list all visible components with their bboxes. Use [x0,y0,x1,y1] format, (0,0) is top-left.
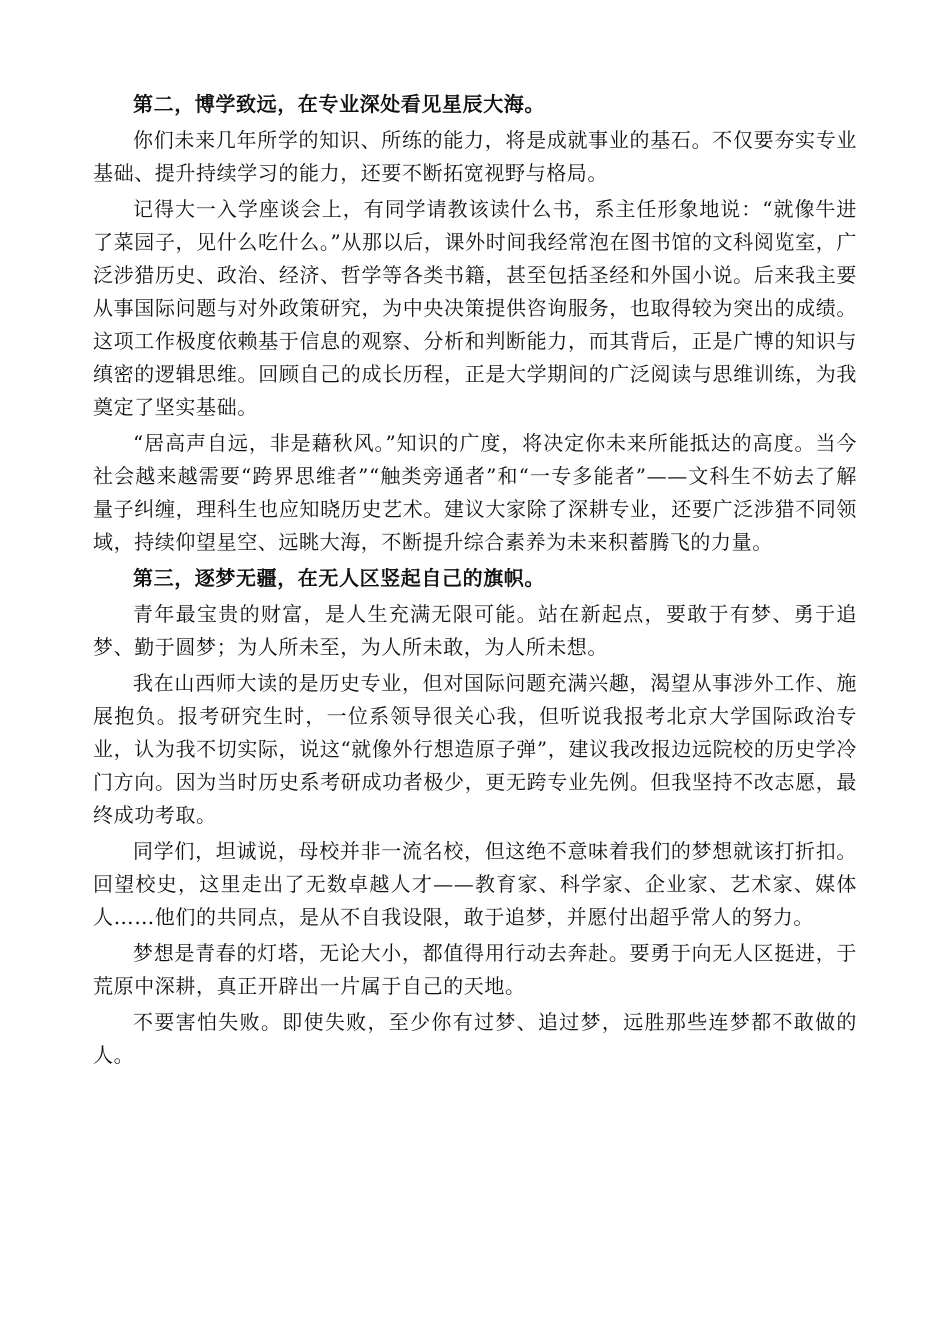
paragraph: 不要害怕失败。即使失败，至少你有过梦、追过梦，远胜那些连梦都不敢做的人。 [93,1010,857,1067]
section-heading-two: 第二，博学致远，在专业深处看见星辰大海。 [133,92,545,116]
paragraph: “居高声自远，非是藉秋风。”知识的广度，将决定你未来所能抵达的高度。当今社会越来越需要“跨界思维者”“触类旁通者”和“一专多能者”——文科生不妨去了解量子纠缠，理科生也应知晓历史艺术。建议大家除了深耕专业，还要广泛涉猎不同领域，持续仰望星空、远眺大海，不断提升综合素养为未来积蓄腾飞的力量。 [93,431,857,554]
paragraph: 记得大一入学座谈会上，有同学请教该读什么书，系主任形象地说：“就像牛进了菜园子，见什么吃什么。”从那以后，课外时间我经常泡在图书馆的文科阅览室，广泛涉猎历史、政治、经济、哲学等各类书籍，甚至包括圣经和外国小说。后来我主要从事国际问题与对外政策研究，为中央决策提供咨询服务，也取得较为突出的成绩。这项工作极度依赖基于信息的观察、分析和判断能力，而其背后，正是广博的知识与缜密的逻辑思维。回顾自己的成长历程，正是大学期间的广泛阅读与思维训练，为我奠定了坚实基础。 [93,197,857,419]
paragraph: 青年最宝贵的财富，是人生充满无限可能。站在新起点，要敢于有梦、勇于追梦、勤于圆梦；为人所未至，为人所未敢，为人所未想。 [93,602,857,659]
paragraph: 同学们，坦诚说，母校并非一流名校，但这绝不意味着我们的梦想就该打折扣。回望校史，这里走出了无数卓越人才——教育家、科学家、企业家、艺术家、媒体人……他们的共同点，是从不自我设限，敢于追梦，并愿付出超乎常人的努力。 [93,839,857,929]
document-body [93,88,857,1075]
paragraph: 梦想是青春的灯塔，无论大小，都值得用行动去奔赴。要勇于向无人区挺进，于荒原中深耕，真正开辟出一片属于自己的天地。 [93,941,857,998]
paragraph: 你们未来几年所学的知识、所练的能力，将是成就事业的基石。不仅要夯实专业基础、提升持续学习的能力，还要不断拓宽视野与格局。 [93,128,857,185]
section-heading-three: 第三，逐梦无疆，在无人区竖起自己的旗帜。 [133,566,545,590]
paragraph: 我在山西师大读的是历史专业，但对国际问题充满兴趣，渴望从事涉外工作、施展抱负。报考研究生时，一位系领导很关心我，但听说我报考北京大学国际政治专业，认为我不切实际，说这“就像外行想造原子弹”，建议我改报边远院校的历史学冷门方向。因为当时历史系考研成功者极少，更无跨专业先例。但我坚持不改志愿，最终成功考取。 [93,671,857,827]
